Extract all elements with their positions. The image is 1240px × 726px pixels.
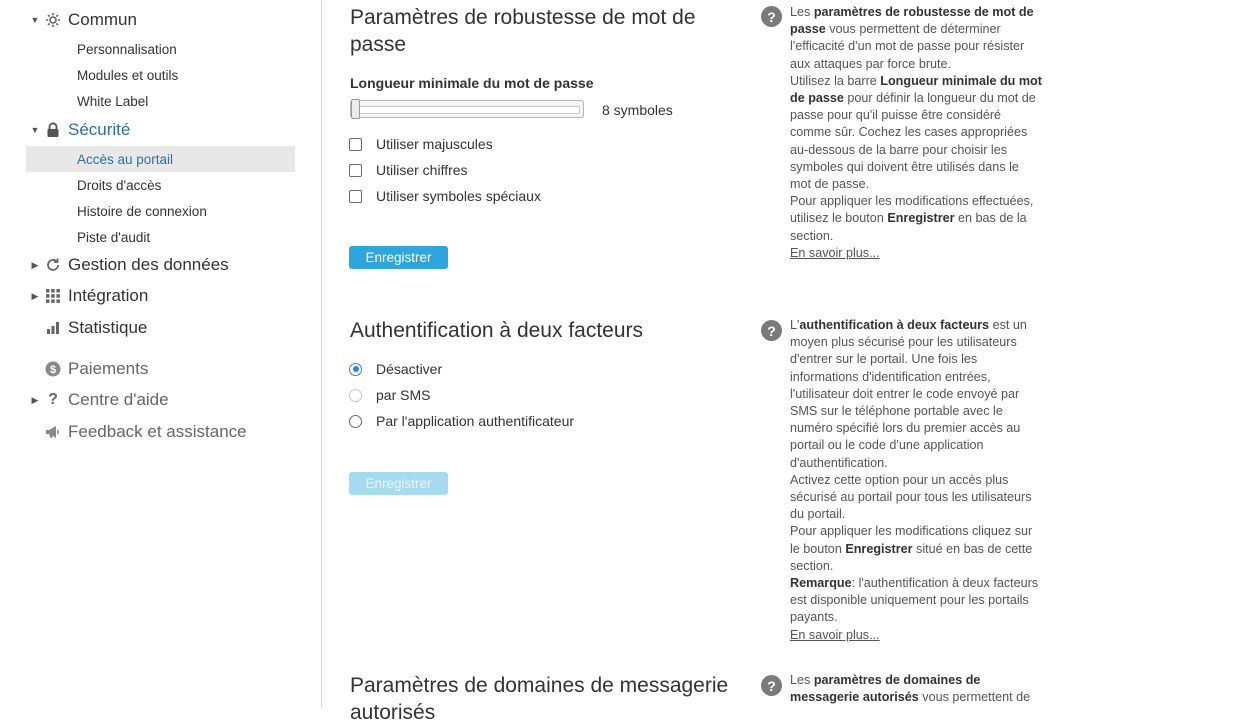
nav-group-label: Paiements: [68, 359, 149, 378]
nav-group-label: Centre d'aide: [68, 390, 169, 409]
grid-icon: [44, 287, 62, 305]
slider-handle[interactable]: [351, 99, 360, 119]
twofa-save-button: Enregistrer: [349, 472, 448, 495]
refresh-icon: [44, 256, 62, 274]
help-icon: ?: [761, 675, 782, 696]
checkbox-special-symbols[interactable]: [349, 186, 541, 206]
gear-icon: [44, 11, 62, 29]
nav-group-label: Feedback et assistance: [68, 422, 247, 441]
radio-label: Par l'application authentificateur: [376, 413, 575, 429]
checkbox[interactable]: [349, 138, 362, 151]
chevron-down-icon: ▼: [30, 125, 40, 135]
sidebar-item-histoire-connexion[interactable]: Histoire de connexion: [77, 203, 207, 219]
nav-group-commun[interactable]: [30, 8, 137, 32]
checkbox-uppercase[interactable]: [349, 134, 493, 154]
megaphone-icon: [44, 423, 62, 441]
nav-group-feedback[interactable]: [30, 420, 247, 444]
radio-label: par SMS: [376, 387, 431, 403]
radio-authenticator-app[interactable]: [349, 411, 574, 431]
nav-group-paiements[interactable]: [30, 357, 148, 381]
sidebar-divider: [321, 0, 322, 708]
radio-button: [349, 389, 362, 402]
checkbox-label: Utiliser majuscules: [376, 136, 493, 152]
dollar-icon: [44, 360, 62, 378]
domains-help-text: Les paramètres de domaines de messagerie autorisés vous permettent de: [790, 673, 1031, 705]
checkbox[interactable]: [349, 164, 362, 177]
checkbox-label: Utiliser chiffres: [376, 162, 468, 178]
nav-group-integration[interactable]: [30, 284, 148, 308]
chevron-down-icon: ▼: [30, 15, 40, 25]
sidebar-item-piste-audit[interactable]: Piste d'audit: [77, 229, 151, 245]
checkbox-digits[interactable]: [349, 160, 468, 180]
radio-button[interactable]: [349, 415, 362, 428]
chevron-right-icon: ▶: [31, 394, 39, 405]
radio-label: Désactiver: [376, 361, 443, 377]
nav-group-label: Commun: [68, 10, 137, 29]
nav-group-label: Gestion des données: [68, 255, 229, 274]
question-icon: ?: [48, 391, 58, 408]
checkbox-label: Utiliser symboles spéciaux: [376, 188, 541, 204]
sidebar-item-personnalisation[interactable]: Personnalisation: [77, 41, 177, 57]
sidebar-item-white-label[interactable]: White Label: [77, 93, 149, 109]
learn-more-link[interactable]: En savoir plus...: [790, 627, 880, 642]
password-save-button[interactable]: Enregistrer: [349, 246, 448, 269]
password-help-text: Les paramètres de robustesse de mot de passe vous permettent de déterminer l'efficacité d'un mot de passe pour résister aux attaques par force brute. Utilisez la barre Longueur minimale du mot de passe pour définir la longueur du mot de passe pour qu'il puisse être considéré comme sûr. Cochez les cases appropriées au-dessous de la barre pour choisir les symboles qui doivent être utilisés dans le mot de passe. Pour appliquer les modifications effectuées, utilisez le bouton Enregistrer en bas de la section. En savoir plus...: [790, 5, 1042, 260]
radio-disable[interactable]: [349, 359, 442, 379]
nav-group-gestion-donnees[interactable]: [30, 253, 229, 277]
slider-value-label: 8 symboles: [602, 102, 673, 118]
nav-group-centre-aide[interactable]: [30, 388, 169, 412]
svg-text:$: $: [49, 364, 57, 376]
domains-section-title: Paramètres de domaines de messagerie autorisés: [350, 674, 729, 724]
nav-group-label: Intégration: [68, 286, 149, 305]
nav-group-securite[interactable]: [30, 118, 130, 142]
nav-group-label: Sécurité: [68, 120, 131, 139]
sidebar-item-acces-portail[interactable]: Accès au portail: [26, 146, 295, 172]
help-icon: ?: [761, 6, 782, 27]
password-section-title: Paramètres de robustesse de mot de passe: [350, 6, 696, 56]
sidebar: [0, 0, 322, 708]
twofa-section-title: Authentification à deux facteurs: [350, 319, 644, 342]
chevron-right-icon: ▶: [31, 290, 39, 301]
nav-group-label: Statistique: [68, 318, 148, 337]
chevron-right-icon: ▶: [31, 259, 39, 270]
radio-sms: [349, 385, 430, 405]
learn-more-link[interactable]: En savoir plus...: [790, 245, 880, 260]
sidebar-item-modules[interactable]: Modules et outils: [77, 67, 179, 83]
nav-group-statistique[interactable]: [30, 316, 147, 340]
password-length-slider[interactable]: [350, 100, 584, 118]
sidebar-item-droits-acces[interactable]: Droits d'accès: [77, 177, 162, 193]
lock-icon: [44, 121, 62, 139]
radio-button[interactable]: [349, 363, 362, 376]
twofa-help-text: L'authentification à deux facteurs est un moyen plus sécurisé pour les utilisateurs d'entrer sur le portail. Une fois les informations d'identification entrées, l'utilisateur doit entrer le code envoyé par SMS sur le téléphone portable avec le numéro spécifié lors du premier accès au portail ou le code d'une application d'authentification. Activez cette option pour un accès plus sécurisé au portail pour tous les utilisateurs du portail. Pour appliquer les modifications cliquez sur le bouton Enregistrer situé en bas de cette section. Remarque: l'authentification à deux facteurs est disponible uniquement pour les portails payants. En savoir plus...: [790, 318, 1039, 642]
help-icon: ?: [761, 320, 782, 341]
min-length-label: Longueur minimale du mot de passe: [350, 75, 594, 91]
bar-chart-icon: [44, 319, 62, 337]
checkbox[interactable]: [349, 190, 362, 203]
